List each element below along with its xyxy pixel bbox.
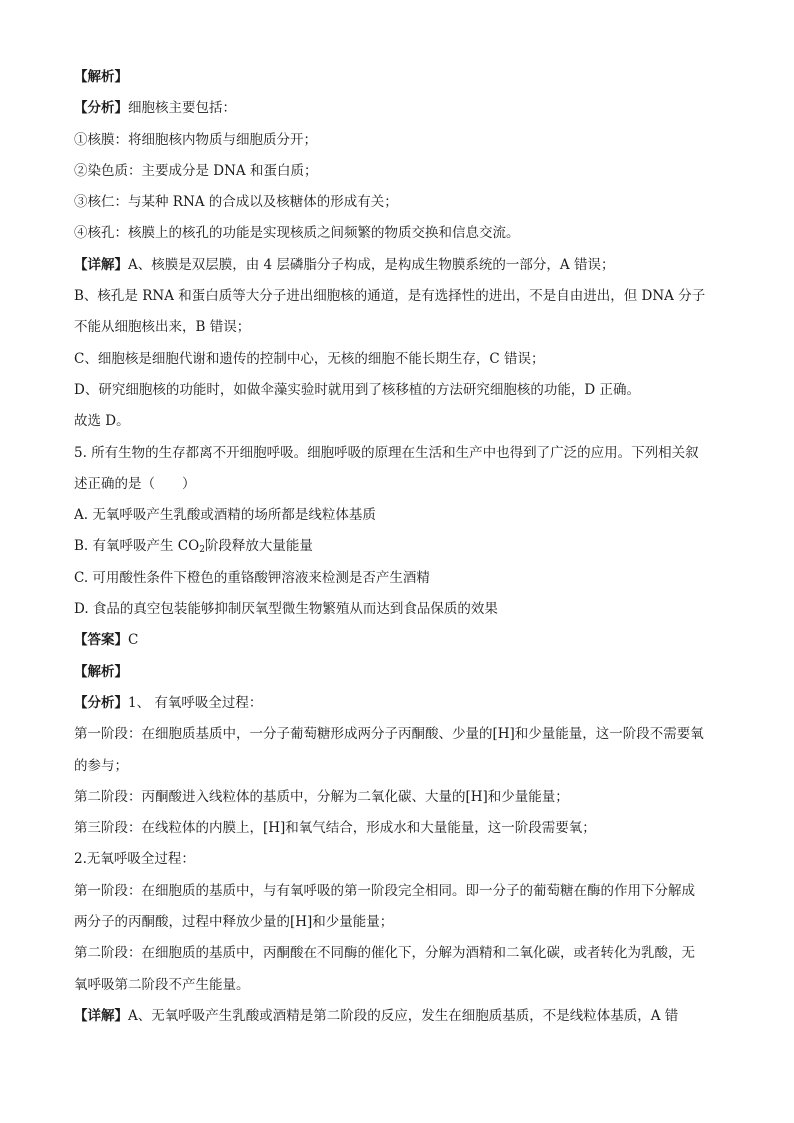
q5-option-b-subscript: 2 xyxy=(199,545,205,556)
q5-fenxi-line xyxy=(74,688,724,719)
q5-detail-a-line xyxy=(74,1001,724,1032)
anaerobic-line-1: 第一阶段：在细胞质的基质中，与有氧呼吸的第一阶段完全相同。即一分子的葡萄糖在酶的作用下分解成 xyxy=(74,882,695,899)
anaerobic-line-2: 两分子的丙酮酸，过程中释放少量的[H]和少量能量； xyxy=(74,914,394,931)
q4-detail-a: A、核膜是双层膜，由 4 层磷脂分子构成，是构成生物膜系统的一部分，A 错误； xyxy=(128,256,615,273)
aerobic-line-2: 的参与； xyxy=(74,757,128,774)
xiangjie-tag: 【详解】 xyxy=(74,1007,128,1024)
q5-option-c: C. 可用酸性条件下橙色的重铬酸钾溶液来检测是否产生酒精 xyxy=(74,569,430,586)
answer-value: C xyxy=(128,632,139,649)
q5-option-b xyxy=(74,531,724,562)
q5-analysis-heading xyxy=(74,657,724,688)
jiexi-tag: 【解析】 xyxy=(74,69,128,85)
q4-detail-d: D、研究细胞核的功能时，如做伞藻实验时就用到了核移植的方法研究细胞核的功能，D 正确。 xyxy=(74,381,640,398)
document-page xyxy=(74,62,724,1032)
q4-detail-b-1: B、核孔是 RNA 和蛋白质等大分子进出细胞核的通道，是有选择性的进出，不是自由进出，但 DNA 分子 xyxy=(74,288,706,305)
q4-point-3: ③核仁：与某种 RNA 的合成以及核糖体的形成有关； xyxy=(74,194,398,211)
q4-point-1: ①核膜：将细胞核内物质与细胞质分开； xyxy=(74,131,317,148)
fenxi-text: 细胞核主要包括： xyxy=(128,100,236,117)
fenxi-tag: 【分析】 xyxy=(74,100,128,117)
q5-option-b-post: 阶段释放大量能量 xyxy=(204,538,313,555)
q5-option-d: D. 食品的真空包装能够抑制厌氧型微生物繁殖从而达到食品保质的效果 xyxy=(74,601,498,618)
q5-option-b-pre: B. 有氧呼吸产生 CO xyxy=(74,538,200,555)
q4-fenxi-line xyxy=(74,93,724,124)
aerobic-line-4: 第三阶段：在线粒体的内膜上，[H]和氧气结合，形成水和大量能量，这一阶段需要氧； xyxy=(74,820,596,837)
q4-detail-c: C、细胞核是细胞代谢和遗传的控制中心，无核的细胞不能长期生存，C 错误； xyxy=(74,350,545,367)
anaerobic-line-3: 第二阶段：在细胞质的基质中，丙酮酸在不同酶的催化下，分解为酒精和二氧化碳，或者转化为乳酸，无 xyxy=(74,945,695,962)
q4-conclusion: 故选 D。 xyxy=(74,413,130,430)
answer-tag: 【答案】 xyxy=(74,632,128,649)
q5-answer-line xyxy=(74,625,724,656)
q4-point-4: ④核孔：核膜上的核孔的功能是实现核质之间频繁的物质交换和信息交流。 xyxy=(74,225,520,242)
anaerobic-title: 2.无氧呼吸全过程： xyxy=(74,851,195,868)
anaerobic-line-4: 氧呼吸第二阶段不产生能量。 xyxy=(74,976,250,993)
fenxi-text: 1、 有氧呼吸全过程： xyxy=(128,694,263,711)
q4-detail-a-line xyxy=(74,250,724,281)
aerobic-line-3: 第二阶段：丙酮酸进入线粒体的基质中，分解为二氧化碳、大量的[H]和少量能量； xyxy=(74,788,569,805)
q5-stem-1: 5. 所有生物的生存都离不开细胞呼吸。细胞呼吸的原理在生活和生产中也得到了广泛的应用。下列相关叙 xyxy=(74,444,699,461)
q5-option-a: A. 无氧呼吸产生乳酸或酒精的场所都是线粒体基质 xyxy=(74,507,376,524)
q4-analysis-heading xyxy=(74,62,724,93)
q5-stem-2: 述正确的是（ ） xyxy=(74,475,196,492)
q4-point-2: ②染色质：主要成分是 DNA 和蛋白质； xyxy=(74,162,318,179)
xiangjie-tag: 【详解】 xyxy=(74,256,128,273)
aerobic-line-1: 第一阶段：在细胞质基质中，一分子葡萄糖形成两分子丙酮酸、少量的[H]和少量能量，这一阶段不需要氧 xyxy=(74,726,704,743)
q4-detail-b-2: 不能从细胞核出来，B 错误； xyxy=(74,319,251,336)
fenxi-tag: 【分析】 xyxy=(74,694,128,711)
q5-detail-a: A、无氧呼吸产生乳酸或酒精是第二阶段的反应，发生在细胞质基质，不是线粒体基质，A 错 xyxy=(128,1007,679,1024)
jiexi-tag: 【解析】 xyxy=(74,663,128,680)
